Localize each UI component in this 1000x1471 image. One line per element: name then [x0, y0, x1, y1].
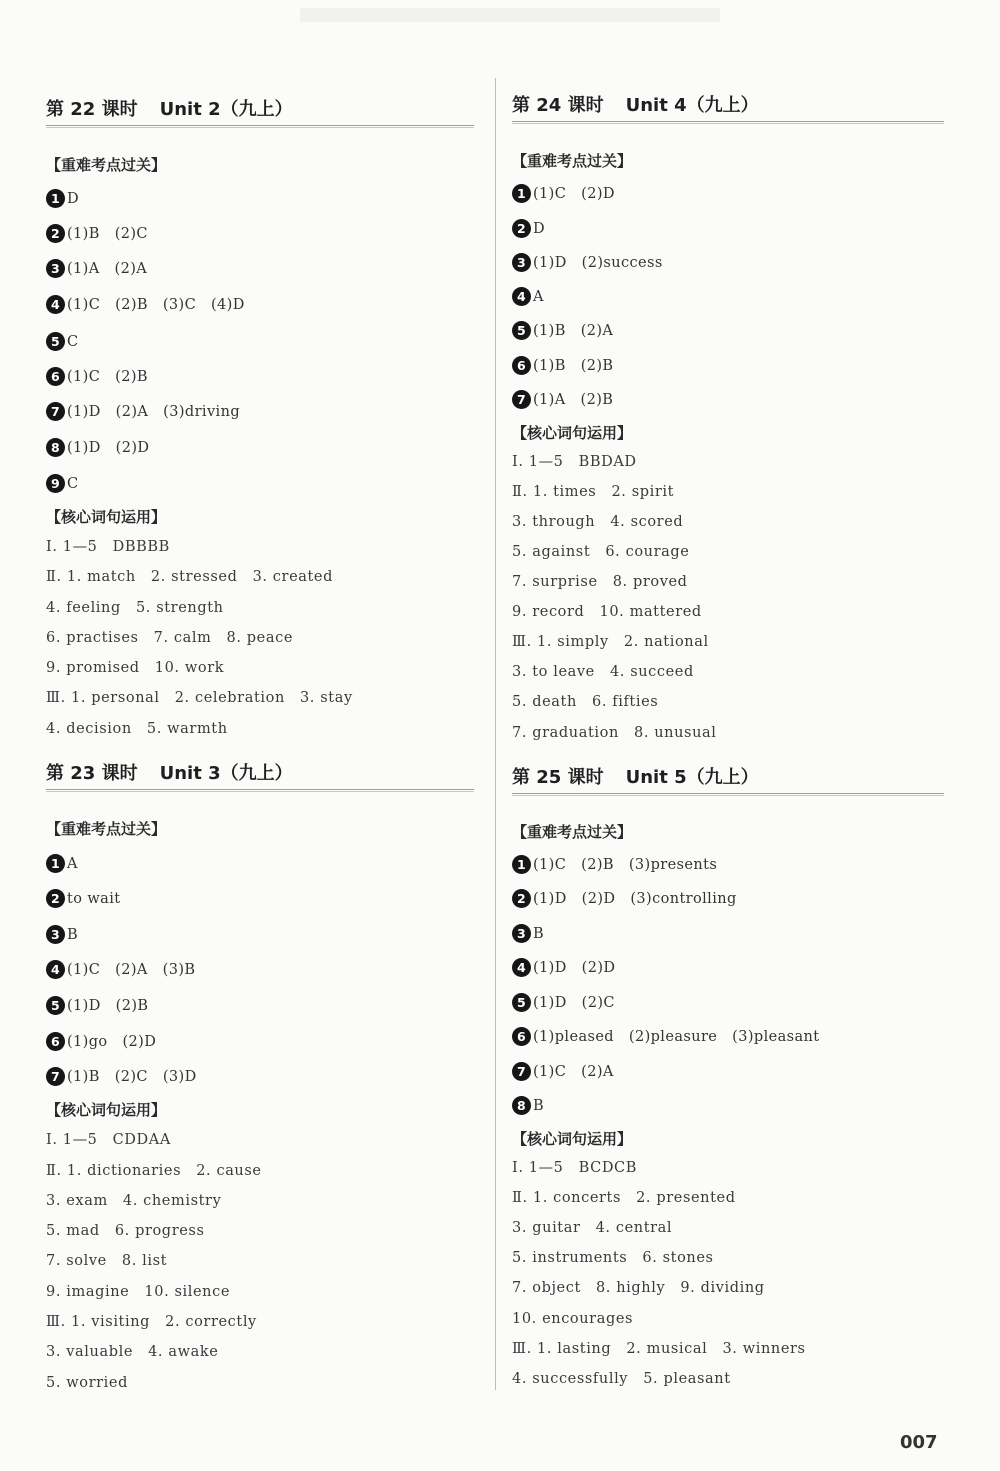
lesson-number: 第 23 课时: [46, 763, 138, 784]
exercise-line: 5. against 6. courage: [512, 544, 690, 560]
column-divider: [495, 78, 496, 1390]
unit-title: Unit 5（九上）: [625, 767, 759, 788]
number-badge: 1: [512, 855, 531, 874]
number-badge: 1: [512, 184, 531, 203]
number-badge: 3: [512, 924, 531, 943]
answer-text: (1)B (2)A: [533, 323, 614, 339]
page-footer: [812, 1426, 962, 1466]
number-badge: 7: [512, 1062, 531, 1081]
exercise-line: Ⅲ. 1. simply 2. national: [512, 634, 709, 650]
exercise-line: 5. worried: [46, 1375, 128, 1391]
exercise-line: 6. practises 7. calm 8. peace: [46, 630, 293, 646]
answer-item: [46, 924, 474, 946]
number-badge: 5: [46, 332, 65, 351]
core-vocab-heading: 【核心词句运用】: [46, 508, 167, 526]
title-rule: [512, 793, 944, 796]
answer-item: [512, 1095, 944, 1117]
number-badge: 6: [46, 1032, 65, 1051]
number-badge: 4: [512, 958, 531, 977]
unit-title: Unit 4（九上）: [625, 95, 759, 116]
key-points-heading: 【重难考点过关】: [46, 820, 167, 838]
exercise-line: 7. surprise 8. proved: [512, 574, 688, 590]
answer-text: D: [67, 191, 80, 207]
core-vocab-heading: 【核心词句运用】: [512, 424, 633, 442]
answer-text: (1)C (2)B (3)C (4)D: [67, 297, 245, 313]
answer-text: (1)D (2)B: [67, 998, 149, 1014]
answer-text: (1)C (2)B (3)presents: [533, 857, 718, 873]
answer-text: (1)D (2)C: [533, 995, 615, 1011]
exercise-line: Ⅰ. 1—5 BCDCB: [512, 1160, 637, 1176]
lesson-22-title: [46, 97, 474, 123]
exercise-line: 9. record 10. mattered: [512, 604, 702, 620]
answer-item: [512, 218, 944, 240]
exercise-line: 4. feeling 5. strength: [46, 600, 224, 616]
answer-text: (1)C (2)A (3)B: [67, 962, 196, 978]
answer-text: (1)A (2)B: [533, 392, 614, 408]
exercise-line: 7. graduation 8. unusual: [512, 725, 717, 741]
answer-item: [46, 331, 474, 353]
answer-text: (1)D (2)success: [533, 255, 663, 271]
page-number: 007: [900, 1432, 938, 1453]
lesson-number: 第 22 课时: [46, 99, 138, 120]
lesson-23-title: [46, 761, 474, 787]
exercise-line: Ⅰ. 1—5 CDDAA: [46, 1132, 171, 1148]
lesson-24-title: [512, 93, 944, 119]
answer-item: [46, 223, 474, 245]
core-vocab-heading: 【核心词句运用】: [512, 1130, 633, 1148]
answer-item: [46, 959, 474, 981]
answer-item: [46, 1031, 474, 1053]
number-badge: 3: [46, 925, 65, 944]
exercise-line: Ⅱ. 1. match 2. stressed 3. created: [46, 569, 333, 585]
answer-item: [46, 995, 474, 1017]
exercise-line: 3. through 4. scored: [512, 514, 684, 530]
exercise-line: 5. mad 6. progress: [46, 1223, 205, 1239]
exercise-line: Ⅲ. 1. personal 2. celebration 3. stay: [46, 690, 353, 706]
answer-text: (1)B (2)C: [67, 226, 148, 242]
number-badge: 2: [46, 224, 65, 243]
exercise-line: Ⅲ. 1. lasting 2. musical 3. winners: [512, 1341, 806, 1357]
exercise-line: 3. to leave 4. succeed: [512, 664, 694, 680]
exercise-line: Ⅲ. 1. visiting 2. correctly: [46, 1314, 257, 1330]
unit-title: Unit 2（九上）: [159, 99, 293, 120]
answer-text: D: [533, 221, 546, 237]
number-badge: 4: [512, 287, 531, 306]
exercise-line: 3. valuable 4. awake: [46, 1344, 219, 1360]
number-badge: 2: [512, 219, 531, 238]
exercise-line: Ⅰ. 1—5 DBBBB: [46, 539, 170, 555]
lesson-number: 第 24 课时: [512, 95, 604, 116]
exercise-line: 9. imagine 10. silence: [46, 1284, 231, 1300]
answer-item: [512, 183, 944, 205]
answer-text: (1)C (2)D: [533, 186, 615, 202]
number-badge: 5: [46, 996, 65, 1015]
answer-item: [512, 888, 944, 910]
number-badge: 4: [46, 295, 65, 314]
answer-text: A: [67, 856, 78, 872]
answer-text: (1)D (2)A (3)driving: [67, 404, 241, 420]
answer-item: [512, 1026, 944, 1048]
exercise-line: Ⅰ. 1—5 BBDAD: [512, 454, 637, 470]
answer-text: A: [533, 289, 544, 305]
answer-text: B: [67, 927, 79, 943]
answer-text: (1)D (2)D (3)controlling: [533, 891, 737, 907]
exercise-line: 7. solve 8. list: [46, 1253, 168, 1269]
number-badge: 3: [512, 253, 531, 272]
key-points-heading: 【重难考点过关】: [512, 823, 633, 841]
answer-item: [46, 258, 474, 280]
answer-item: [46, 473, 474, 495]
exercise-line: Ⅱ. 1. dictionaries 2. cause: [46, 1163, 262, 1179]
exercise-line: 4. decision 5. warmth: [46, 721, 228, 737]
answer-item: [512, 389, 944, 411]
scan-artifact: [300, 8, 720, 22]
exercise-line: 5. instruments 6. stones: [512, 1250, 714, 1266]
number-badge: 8: [512, 1096, 531, 1115]
answer-text: (1)C (2)B: [67, 369, 148, 385]
answer-text: (1)go (2)D: [67, 1034, 157, 1050]
answer-text: (1)B (2)B: [533, 358, 614, 374]
answer-text: (1)D (2)D: [533, 960, 616, 976]
answer-item: [512, 992, 944, 1014]
exercise-line: 7. object 8. highly 9. dividing: [512, 1280, 765, 1296]
number-badge: 7: [512, 390, 531, 409]
exercise-line: 3. exam 4. chemistry: [46, 1193, 222, 1209]
answer-item: [46, 188, 474, 210]
key-points-heading: 【重难考点过关】: [512, 152, 633, 170]
number-badge: 1: [46, 189, 65, 208]
number-badge: 9: [46, 474, 65, 493]
title-rule: [46, 125, 474, 128]
answer-item: [46, 853, 474, 875]
exercise-line: 5. death 6. fifties: [512, 694, 659, 710]
answer-item: [46, 1066, 474, 1088]
answer-item: [46, 366, 474, 388]
answer-item: [46, 437, 474, 459]
answer-text: (1)A (2)A: [67, 261, 148, 277]
answer-item: [512, 854, 944, 876]
key-points-heading: 【重难考点过关】: [46, 156, 167, 174]
number-badge: 5: [512, 993, 531, 1012]
answer-text: (1)C (2)A: [533, 1064, 614, 1080]
unit-title: Unit 3（九上）: [159, 763, 293, 784]
number-badge: 1: [46, 854, 65, 873]
number-badge: 7: [46, 402, 65, 421]
core-vocab-heading: 【核心词句运用】: [46, 1101, 167, 1119]
exercise-line: Ⅱ. 1. times 2. spirit: [512, 484, 675, 500]
answer-item: [512, 252, 944, 274]
number-badge: 4: [46, 960, 65, 979]
answer-item: [512, 286, 944, 308]
exercise-line: 9. promised 10. work: [46, 660, 225, 676]
answer-item: [512, 1061, 944, 1083]
title-rule: [46, 789, 474, 792]
answer-text: C: [67, 476, 79, 492]
exercise-line: Ⅱ. 1. concerts 2. presented: [512, 1190, 736, 1206]
exercise-line: 4. successfully 5. pleasant: [512, 1371, 731, 1387]
number-badge: 5: [512, 321, 531, 340]
title-rule: [512, 121, 944, 124]
answer-item: [46, 888, 474, 910]
exercise-line: 3. guitar 4. central: [512, 1220, 673, 1236]
answer-text: C: [67, 334, 79, 350]
number-badge: 6: [46, 367, 65, 386]
number-badge: 6: [512, 1027, 531, 1046]
answer-item: [512, 923, 944, 945]
number-badge: 3: [46, 259, 65, 278]
answer-item: [512, 355, 944, 377]
answer-text: (1)D (2)D: [67, 440, 150, 456]
number-badge: 6: [512, 356, 531, 375]
answer-text: B: [533, 1098, 545, 1114]
answer-item: [512, 957, 944, 979]
number-badge: 7: [46, 1067, 65, 1086]
number-badge: 2: [46, 889, 65, 908]
number-badge: 2: [512, 889, 531, 908]
answer-text: B: [533, 926, 545, 942]
answer-text: to wait: [67, 891, 121, 907]
answer-item: [512, 320, 944, 342]
lesson-number: 第 25 课时: [512, 767, 604, 788]
lesson-25-title: [512, 765, 944, 791]
exercise-line: 10. encourages: [512, 1311, 634, 1327]
answer-item: [46, 294, 474, 316]
answer-text: (1)pleased (2)pleasure (3)pleasant: [533, 1029, 820, 1045]
answer-item: [46, 401, 474, 423]
number-badge: 8: [46, 438, 65, 457]
answer-text: (1)B (2)C (3)D: [67, 1069, 197, 1085]
